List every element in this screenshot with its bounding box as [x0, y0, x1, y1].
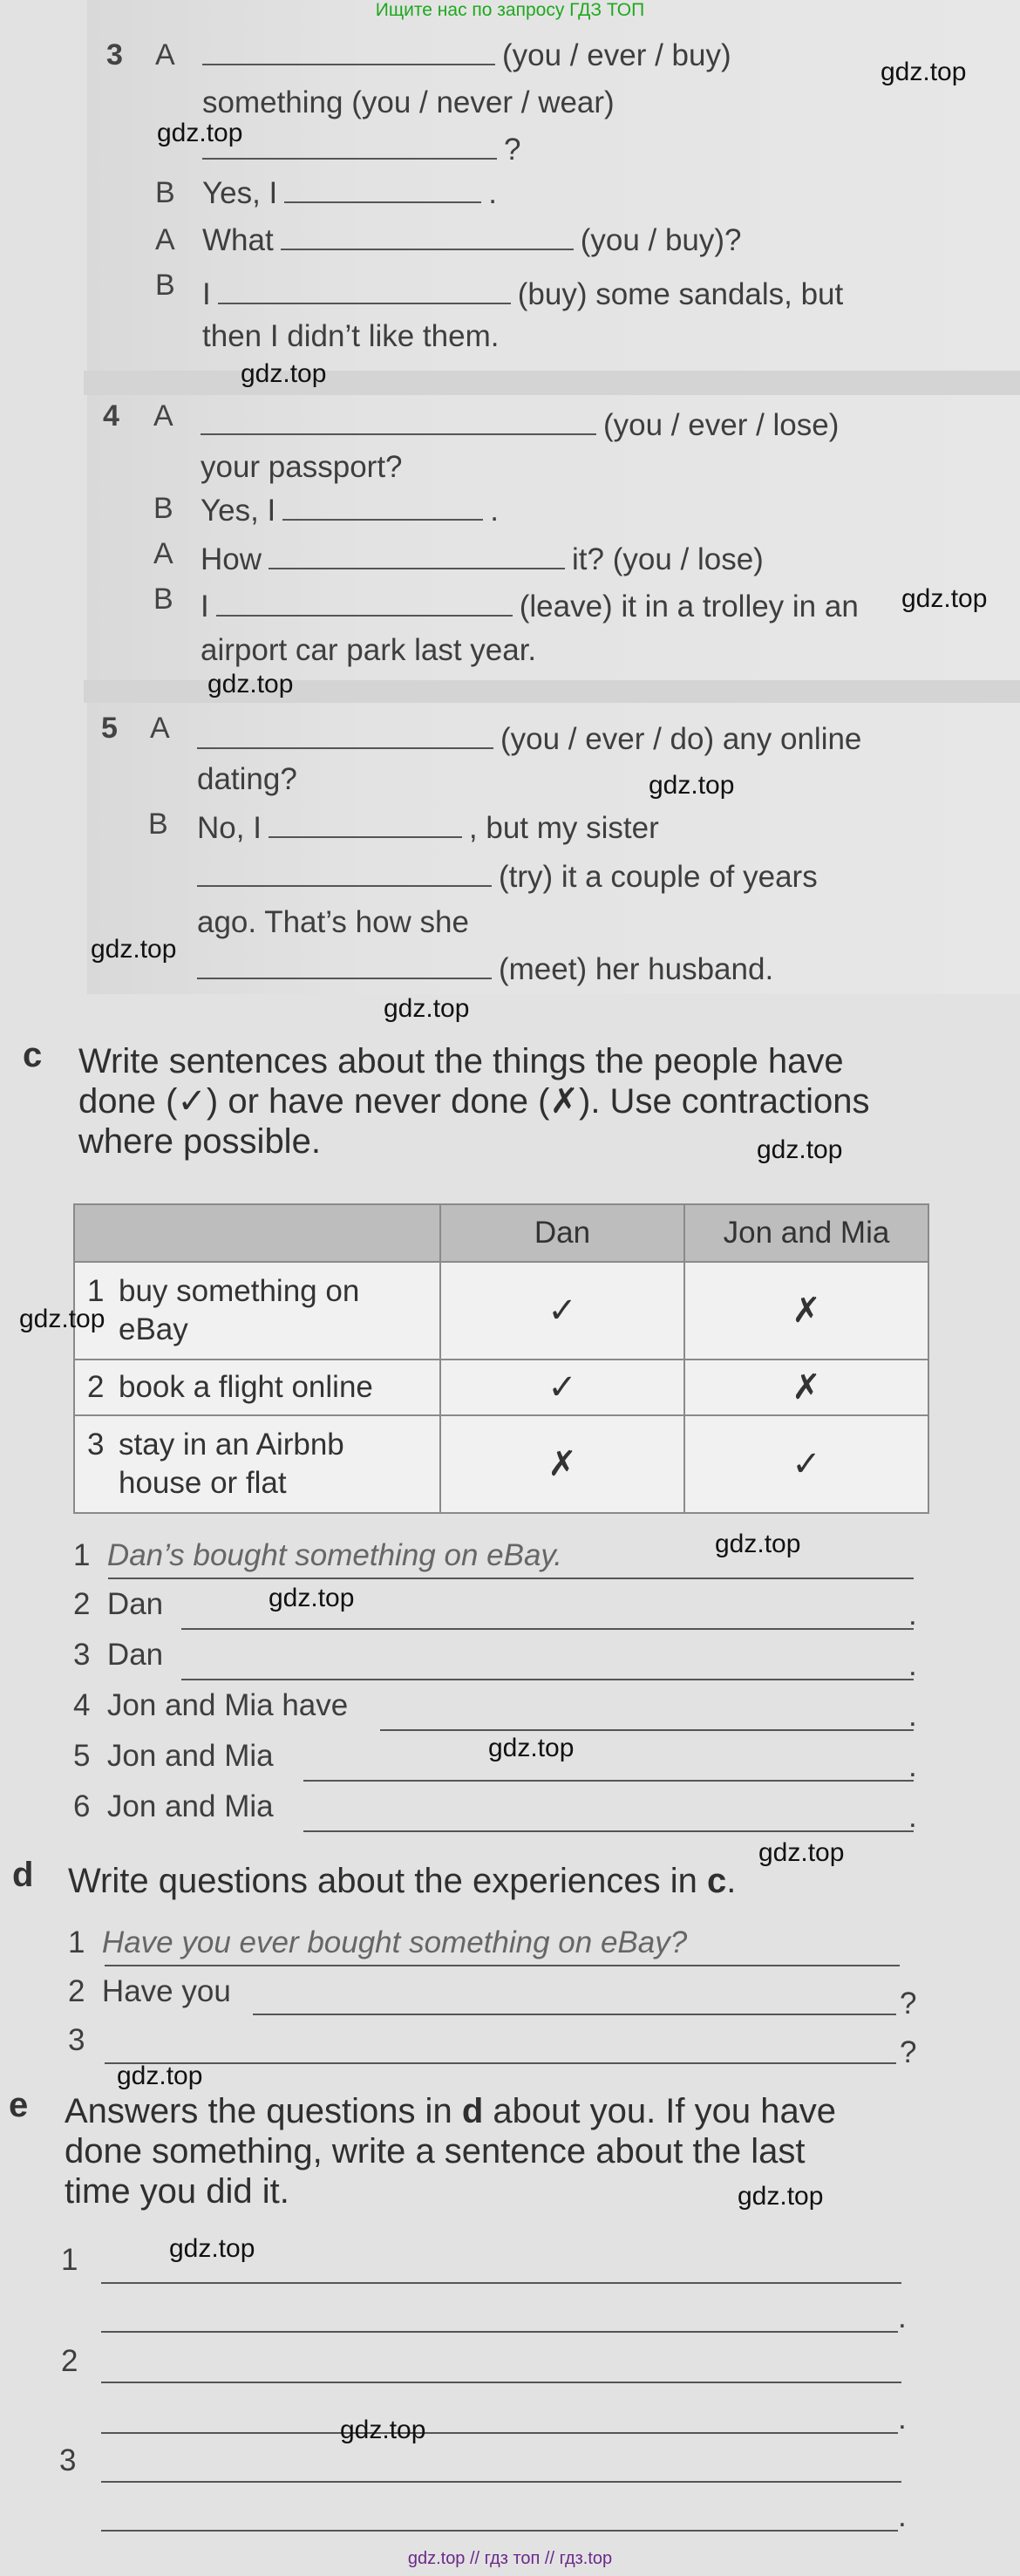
line-text: , but my sister — [468, 811, 659, 845]
exercise-item — [73, 1788, 274, 1826]
task-line: buy something on — [119, 1274, 360, 1308]
line-end: . — [908, 1800, 917, 1834]
dialogue-line — [201, 406, 839, 445]
dialogue-number: 5 — [101, 712, 118, 745]
section-letter: d — [12, 1856, 34, 1894]
task-text — [75, 1272, 439, 1349]
experience-table — [73, 1203, 929, 1514]
instruction-line: where possible. — [78, 1122, 321, 1161]
watermark: gdz.top — [207, 670, 294, 699]
watermark: gdz.top — [117, 2061, 203, 2090]
item-text: Jon and Mia — [106, 1789, 274, 1823]
answer-line[interactable] — [105, 1964, 900, 1966]
line-text: . — [488, 176, 498, 210]
table-cell — [74, 1360, 440, 1415]
check-mark: ✓ — [440, 1360, 684, 1415]
task-line: eBay — [119, 1312, 188, 1346]
dialogue-line — [201, 492, 499, 530]
answer-blank[interactable] — [284, 201, 481, 203]
line-text: (you / ever / do) any online — [500, 722, 862, 756]
task-label — [119, 1426, 344, 1503]
section-instruction — [68, 1861, 736, 1901]
instruction-line — [65, 2091, 836, 2131]
answer-blank[interactable] — [281, 248, 574, 250]
answer-line[interactable] — [101, 2330, 898, 2333]
line-end: . — [898, 2300, 907, 2334]
speaker-label: B — [155, 176, 175, 209]
line-text: Yes, I — [202, 176, 278, 210]
line-text: Yes, I — [201, 494, 276, 528]
watermark: gdz.top — [488, 1734, 575, 1762]
watermark: gdz.top — [91, 935, 177, 964]
instruction-text: . — [726, 1862, 737, 1900]
task-number: 1 — [87, 1274, 105, 1308]
watermark: gdz.top — [649, 771, 735, 800]
dialogue-line: airport car park last year. — [201, 633, 537, 667]
section-instruction — [65, 2091, 836, 2211]
example-answer: Dan’s bought something on eBay. — [106, 1538, 563, 1572]
answer-line[interactable] — [380, 1728, 914, 1731]
dialogue-line: dating? — [197, 762, 297, 796]
task-label: book a flight online — [119, 1370, 373, 1404]
answer-line[interactable] — [303, 1779, 914, 1782]
item-number: 1 — [68, 1925, 85, 1959]
speaker-label: B — [155, 269, 175, 302]
task-line: stay in an Airbnb — [119, 1428, 344, 1462]
task-text — [75, 1368, 439, 1407]
watermark: gdz.top — [19, 1305, 105, 1333]
answer-line[interactable] — [101, 2529, 898, 2532]
answer-blank[interactable] — [282, 518, 483, 521]
dialogue-line: something (you / never / wear) — [202, 85, 615, 119]
instruction-text: about you. If you have — [483, 2092, 836, 2130]
line-end: . — [908, 1699, 917, 1733]
dialogue-line — [202, 276, 843, 314]
task-text — [75, 1426, 439, 1503]
line-end: . — [908, 1598, 917, 1632]
dialogue-line: your passport? — [201, 450, 403, 484]
answer-line[interactable] — [101, 2480, 901, 2483]
line-text: (you / buy)? — [580, 223, 742, 257]
exercise-item — [73, 1737, 274, 1775]
dialogue-number: 3 — [106, 38, 123, 72]
watermark: gdz.top — [384, 994, 470, 1023]
watermark: gdz.top — [715, 1530, 801, 1558]
line-text: No, I — [197, 811, 262, 845]
table-header — [74, 1204, 440, 1262]
cross-mark: ✗ — [440, 1415, 684, 1513]
dialogue-line: ago. That’s how she — [197, 905, 469, 939]
dialogue-line — [202, 131, 520, 169]
answer-blank[interactable] — [197, 746, 493, 749]
item-number: 5 — [73, 1739, 91, 1773]
answer-blank[interactable] — [269, 835, 462, 838]
item-number: 3 — [68, 2023, 85, 2057]
speaker-label: A — [153, 537, 173, 570]
task-label — [119, 1272, 359, 1349]
answer-line[interactable] — [105, 2061, 896, 2064]
line-end: . — [898, 2402, 907, 2436]
answer-line[interactable] — [181, 1678, 914, 1680]
answer-line[interactable] — [101, 2431, 898, 2434]
table-row — [74, 1415, 928, 1513]
answer-blank[interactable] — [202, 157, 497, 160]
speaker-label: B — [153, 492, 173, 525]
instruction-text: Answers the questions in — [65, 2092, 462, 2130]
line-text: How — [201, 542, 262, 576]
line-text: (leave) it in a trolley in an — [519, 589, 859, 624]
top-banner[interactable]: Ищите нас по запросу ГДЗ ТОП — [375, 0, 645, 20]
section-instruction — [78, 1041, 869, 1162]
line-text: I — [202, 277, 211, 311]
table-header: Dan — [440, 1204, 684, 1262]
task-line: house or flat — [119, 1466, 287, 1500]
line-text: (buy) some sandals, but — [517, 277, 844, 311]
dialogue-line — [202, 37, 731, 75]
line-end: . — [908, 1648, 917, 1682]
watermark: gdz.top — [738, 2182, 824, 2211]
line-text: (you / ever / lose) — [603, 408, 840, 442]
watermark: gdz.top — [758, 1838, 845, 1867]
item-number: 3 — [73, 1638, 91, 1672]
speaker-label: B — [153, 583, 173, 616]
watermark: gdz.top — [340, 2416, 426, 2444]
watermark: gdz.top — [169, 2234, 255, 2263]
watermark: gdz.top — [241, 359, 327, 388]
instruction-line: done something, write a sentence about the last — [65, 2132, 806, 2171]
line-end: . — [908, 1749, 917, 1783]
answer-blank[interactable] — [197, 977, 492, 979]
table-row — [74, 1262, 928, 1360]
line-end: . — [898, 2499, 907, 2533]
table-header-row — [74, 1204, 928, 1262]
exercise-item — [68, 2021, 85, 2060]
item-number: 3 — [59, 2443, 77, 2477]
answer-line[interactable] — [303, 1830, 914, 1832]
line-text: (you / ever / buy) — [502, 38, 731, 72]
task-number: 3 — [87, 1428, 105, 1462]
speaker-label: A — [150, 712, 170, 745]
check-mark: ✓ — [684, 1415, 928, 1513]
dialogue-separator — [84, 371, 1020, 395]
instruction-line: done (✓) or have never done (✗). Use contractions — [78, 1082, 870, 1121]
item-number: 2 — [73, 1587, 91, 1621]
speaker-label: A — [155, 38, 175, 72]
exercise-item — [73, 1687, 348, 1725]
instruction-ref: d — [461, 2092, 484, 2130]
line-text: ? — [504, 133, 521, 167]
answer-blank[interactable] — [216, 614, 513, 617]
answer-line[interactable] — [101, 2281, 901, 2284]
instruction-line: time you did it. — [65, 2172, 289, 2211]
answer-line[interactable] — [101, 2381, 901, 2383]
answer-line[interactable] — [253, 2013, 896, 2015]
cross-mark: ✗ — [684, 1262, 928, 1360]
item-number: 2 — [61, 2344, 78, 2378]
item-number: 1 — [61, 2243, 78, 2277]
line-text: (meet) her husband. — [499, 952, 774, 986]
line-text: . — [490, 494, 500, 528]
section-letter: c — [23, 1036, 43, 1074]
answer-line[interactable] — [108, 1577, 914, 1579]
line-text: I — [201, 589, 209, 624]
check-mark: ✓ — [440, 1262, 684, 1360]
item-number: 2 — [68, 1974, 85, 2008]
exercise-item — [68, 1973, 231, 2011]
dialogue-number: 4 — [103, 399, 119, 433]
dialogue-line — [202, 174, 497, 213]
item-number: 6 — [73, 1789, 91, 1823]
line-text: it? (you / lose) — [572, 542, 764, 576]
answer-blank[interactable] — [197, 884, 492, 887]
item-text: Jon and Mia have — [106, 1688, 349, 1722]
dialogue-line — [197, 720, 861, 759]
answer-line[interactable] — [181, 1627, 914, 1630]
dialogue-line — [197, 951, 773, 989]
exercise-item — [73, 1537, 562, 1575]
exercise-item — [68, 1924, 687, 1962]
answer-blank[interactable] — [218, 302, 511, 304]
answer-blank[interactable] — [269, 567, 565, 569]
table-row — [74, 1360, 928, 1415]
dialogue-line — [197, 858, 818, 896]
watermark: gdz.top — [901, 584, 988, 613]
exercise-item — [73, 1636, 163, 1674]
answer-blank[interactable] — [201, 433, 596, 435]
watermark: gdz.top — [269, 1584, 355, 1612]
item-number: 4 — [73, 1688, 91, 1722]
item-text: Jon and Mia — [106, 1739, 274, 1773]
footer-links[interactable]: gdz.top // гдз топ // гдз.top — [407, 2549, 613, 2568]
dialogue-line — [201, 588, 859, 626]
answer-blank[interactable] — [202, 63, 495, 65]
line-text: (try) it a couple of years — [499, 860, 818, 894]
instruction-text: Write questions about the experiences in — [68, 1862, 708, 1900]
watermark: gdz.top — [757, 1135, 843, 1164]
line-end: ? — [900, 1987, 917, 2021]
cross-mark: ✗ — [684, 1360, 928, 1415]
line-end: ? — [900, 2035, 917, 2069]
section-letter: e — [9, 2086, 29, 2124]
table-cell — [74, 1415, 440, 1513]
exercise-item — [73, 1585, 163, 1624]
dialogue-line: then I didn’t like them. — [202, 319, 500, 353]
watermark: gdz.top — [157, 119, 243, 147]
item-text: Dan — [106, 1638, 164, 1672]
instruction-ref: c — [707, 1862, 727, 1900]
task-number: 2 — [87, 1370, 105, 1404]
table-cell — [74, 1262, 440, 1360]
speaker-label: A — [155, 223, 175, 256]
example-answer: Have you ever bought something on eBay? — [101, 1925, 688, 1959]
watermark: gdz.top — [881, 58, 967, 86]
item-text: Have you — [101, 1974, 231, 2008]
line-text: What — [202, 223, 274, 257]
instruction-line: Write sentences about the things the people have — [78, 1042, 844, 1080]
table-header: Jon and Mia — [684, 1204, 928, 1262]
dialogue-line — [197, 809, 659, 848]
dialogue-line — [201, 541, 764, 579]
item-text: Dan — [106, 1587, 164, 1621]
speaker-label: A — [153, 399, 173, 433]
dialogue-line — [202, 221, 742, 260]
speaker-label: B — [148, 808, 168, 841]
item-number: 1 — [73, 1538, 91, 1572]
